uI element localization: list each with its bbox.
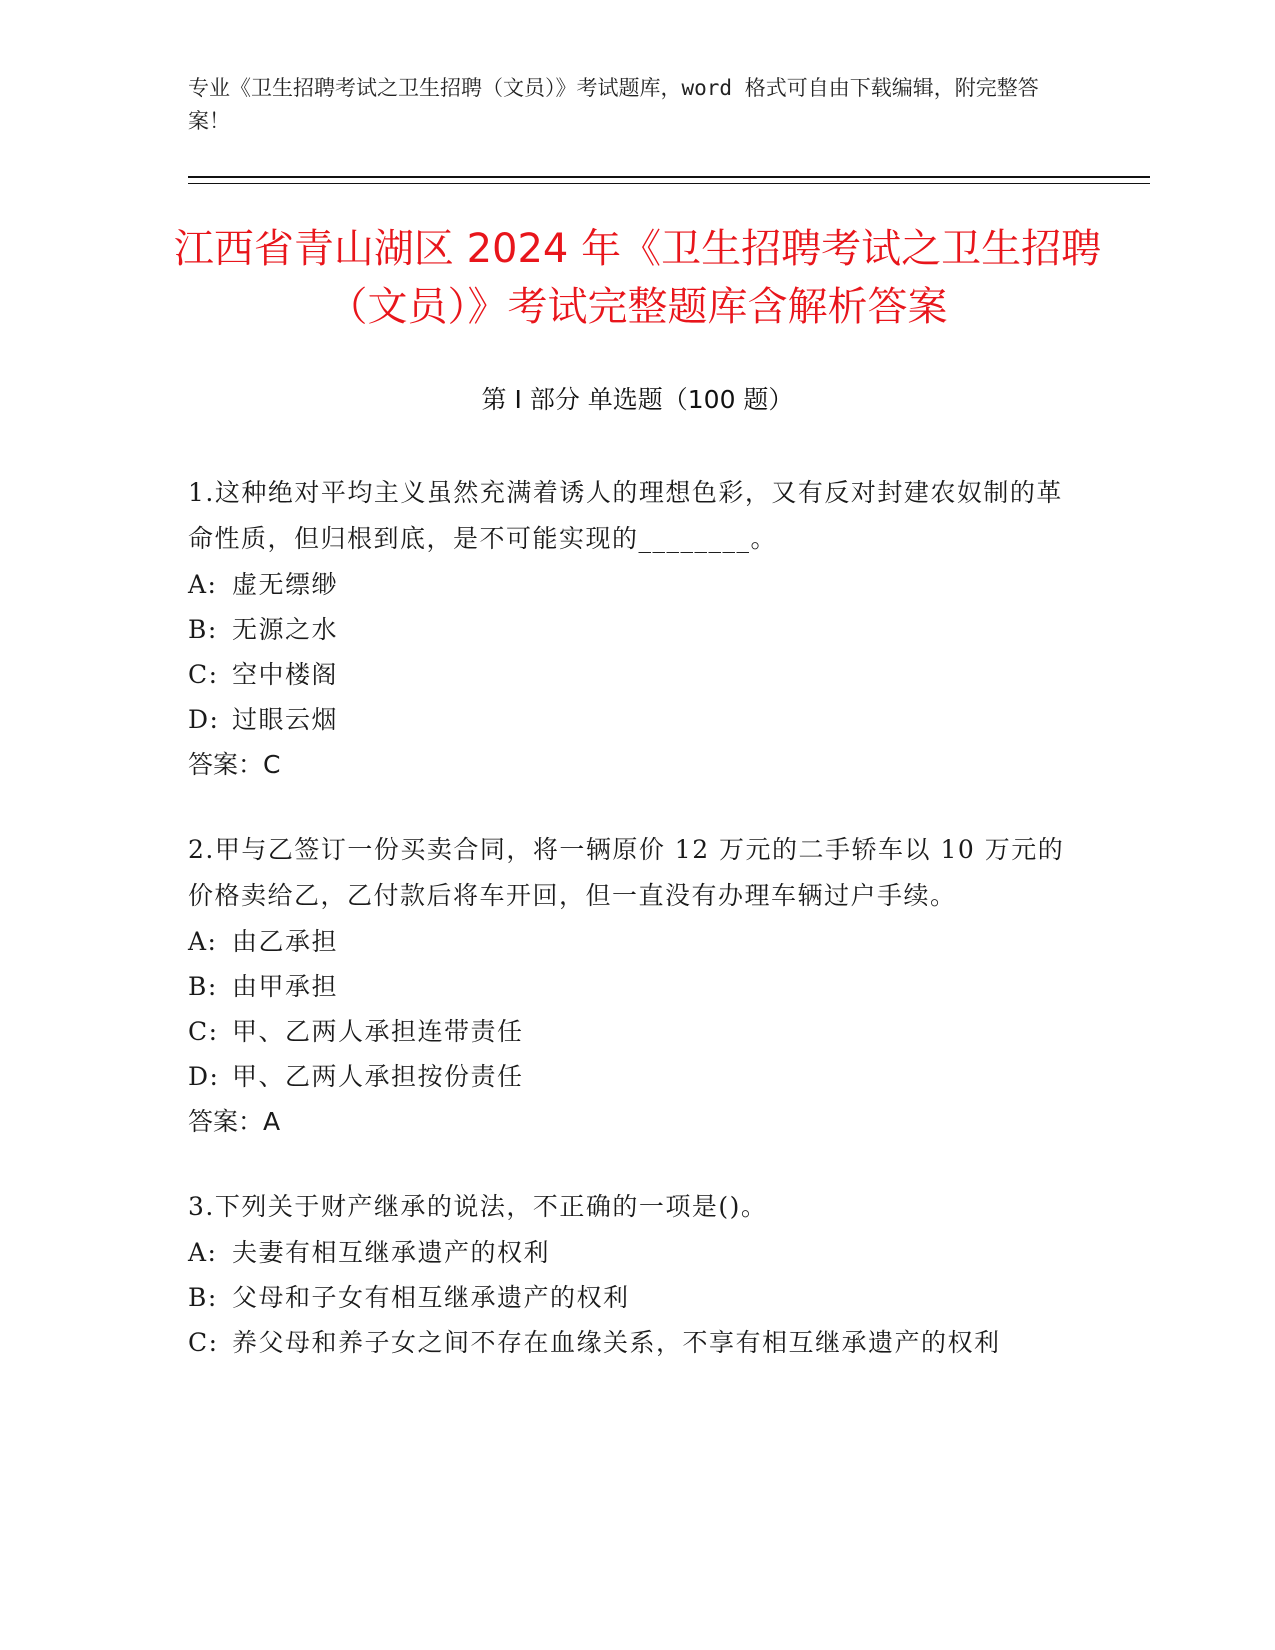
question-option: [188, 1009, 1088, 1054]
question-stem: 2.甲与乙签订一份买卖合同，将一辆原价 12 万元的二手轿车以 10 万元的价格卖给乙，乙付款后将车开回，但一直没有办理车辆过户手续。: [188, 835, 1065, 910]
question-option: [188, 919, 1088, 964]
header-rule-thin: [188, 183, 1150, 184]
section-title: 第 I 部分 单选题（100 题）: [481, 385, 794, 414]
option-key: B:: [188, 1283, 218, 1312]
question-option: [188, 562, 1088, 607]
question-answer: [188, 742, 1088, 787]
option-text: 过眼云烟: [232, 705, 339, 734]
question-option: [188, 652, 1088, 697]
question-stem: 3.下列关于财产继承的说法，不正确的一项是()。: [188, 1192, 768, 1221]
option-key: C:: [188, 660, 219, 689]
option-text: 甲、乙两人承担按份责任: [232, 1062, 524, 1091]
option-text: 虚无缥缈: [232, 570, 339, 599]
question-option: [188, 1054, 1088, 1099]
question-option: [188, 1230, 1088, 1275]
answer-value: A: [263, 1107, 281, 1136]
header-rule-thick: [188, 176, 1150, 178]
question-option: [188, 697, 1088, 742]
option-text: 无源之水: [232, 615, 339, 644]
question-option: [188, 1320, 1088, 1365]
option-key: A:: [188, 570, 218, 599]
question-stem: 1.这种绝对平均主义虽然充满着诱人的理想色彩，又有反对封建农奴制的革命性质，但归根到底，是不可能实现的________。: [188, 478, 1063, 553]
option-key: D:: [188, 1062, 220, 1091]
option-key: C:: [188, 1017, 219, 1046]
option-text: 由乙承担: [232, 927, 339, 956]
option-key: D:: [188, 705, 220, 734]
header-note: 专业《卫生招聘考试之卫生招聘（文员）》考试题库，word 格式可自由下载编辑，附完整答案！: [188, 76, 1039, 133]
question-option: [188, 1275, 1088, 1320]
question-1: [188, 470, 1088, 787]
answer-prefix: 答案：: [188, 750, 264, 779]
question-3: [188, 1184, 1088, 1365]
option-text: 空中楼阁: [232, 660, 339, 689]
option-key: B:: [188, 972, 218, 1001]
option-key: B:: [188, 615, 218, 644]
option-key: A:: [188, 1238, 218, 1267]
option-text: 父母和子女有相互继承遗产的权利: [232, 1283, 630, 1312]
option-text: 养父母和养子女之间不存在血缘关系，不享有相互继承遗产的权利: [232, 1328, 1001, 1357]
option-key: C:: [188, 1328, 219, 1357]
question-answer: [188, 1099, 1088, 1144]
answer-prefix: 答案：: [188, 1107, 264, 1136]
question-option: [188, 964, 1088, 1009]
question-2: [188, 827, 1088, 1144]
document-title: 江西省青山湖区 2024 年《卫生招聘考试之卫生招聘（文员）》考试完整题库含解析答案: [173, 226, 1102, 330]
option-text: 甲、乙两人承担连带责任: [232, 1017, 524, 1046]
option-key: A:: [188, 927, 218, 956]
answer-value: C: [263, 750, 281, 779]
question-list: [188, 470, 1088, 1405]
option-text: 由甲承担: [232, 972, 339, 1001]
option-text: 夫妻有相互继承遗产的权利: [232, 1238, 551, 1267]
question-option: [188, 607, 1088, 652]
